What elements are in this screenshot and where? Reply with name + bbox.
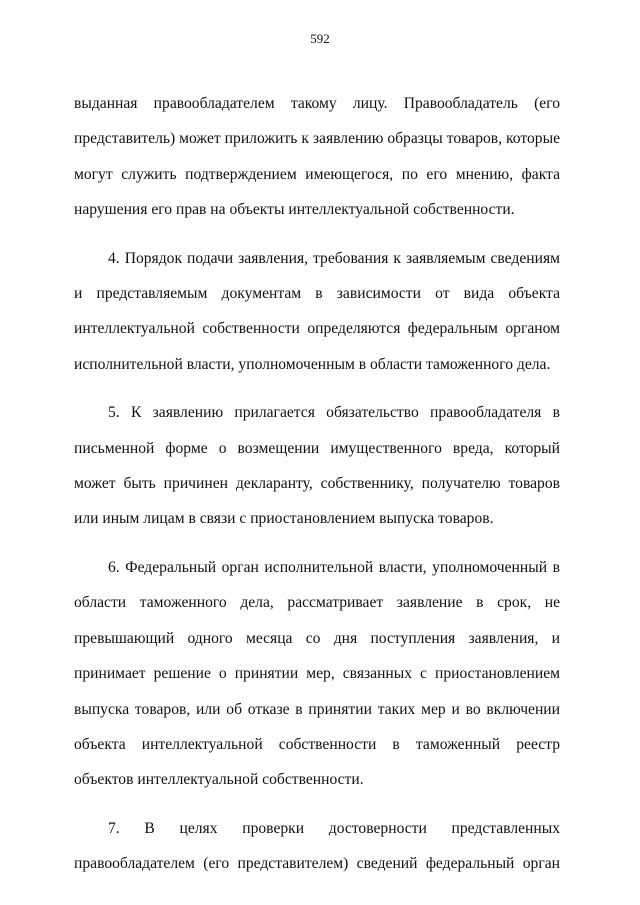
paragraph-item-4: 4. Порядок подачи заявления, требования к заявляемым сведениям и представляемым документам в зависимости от вида объекта интеллектуальной собственности определяются федеральным органом исполнительной власти, уполномоченным в области таможенного дела. (74, 249, 560, 373)
page-number: 592 (310, 31, 330, 46)
paragraph-item-6: 6. Федеральный орган исполнительной власти, уполномоченный в области таможенного дела, рассматривает заявление в срок, не превышающий одного месяца со дня поступления заявления, и принимает решение о принятии мер, связанных с приостановлением выпуска товаров, или об отказе в принятии таких мер и во включении объекта интеллектуальной собственности в таможенный реестр объектов интеллектуальной собственности. (74, 558, 560, 789)
document-body (74, 86, 560, 895)
paragraph-item-7: 7. В целях проверки достоверности представленных правообладателем (его представителем) сведений федеральный орган (74, 819, 560, 873)
paragraph-continuation: выданная правообладателем такому лицу. Правообладатель (его представитель) может приложить к заявлению образцы товаров, которые могут служить подтверждением имеющегося, по его мнению, факта нарушения его прав на объекты интеллектуальной собственности. (74, 95, 560, 219)
paragraph-item-5: 5. К заявлению прилагается обязательство правообладателя в письменной форме о возмещении имущественного вреда, который может быть причинен декларанту, собственнику, получателю товаров или иным лицам в связи с приостановлением выпуска товаров. (74, 404, 560, 528)
